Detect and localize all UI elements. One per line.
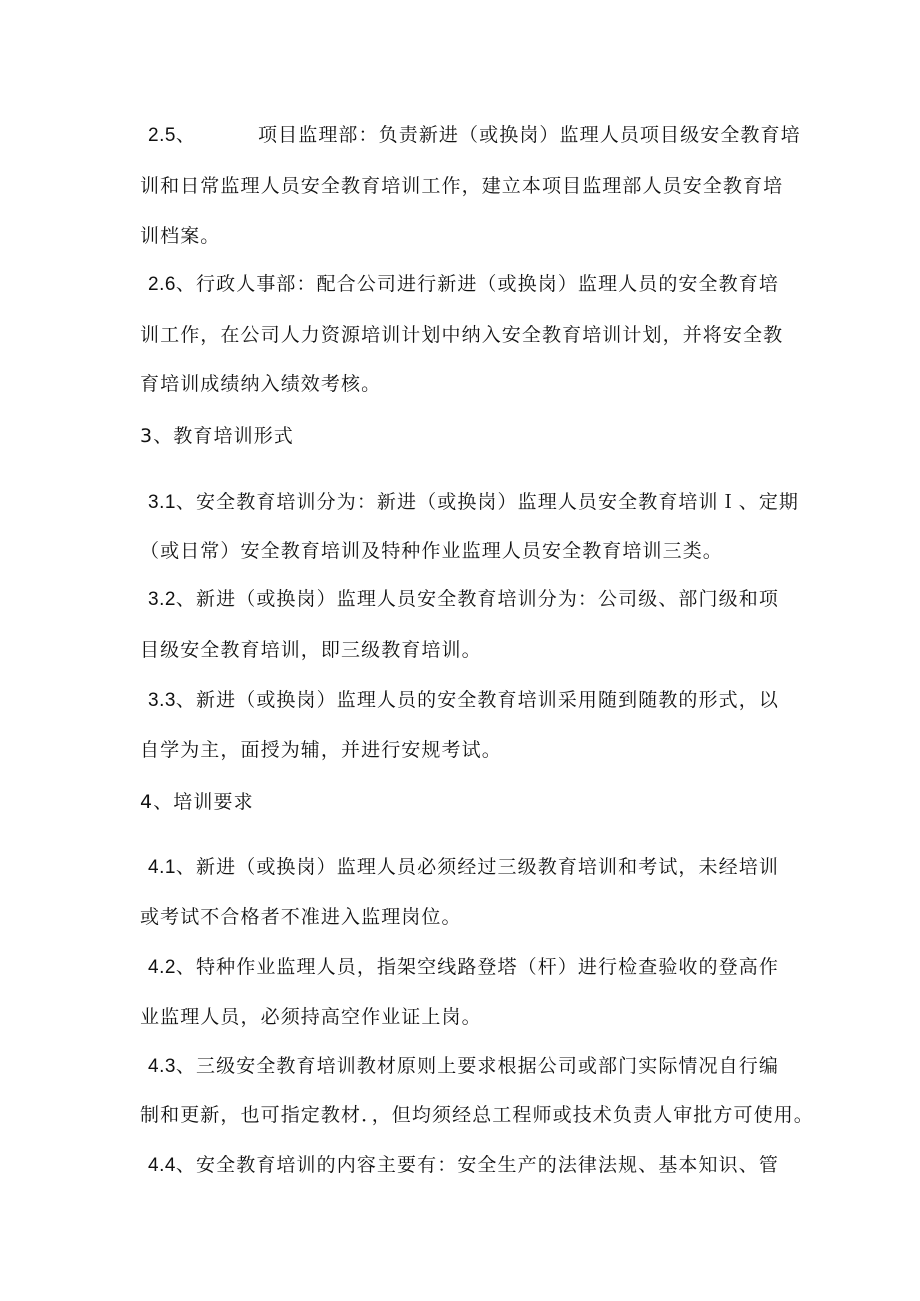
paragraph-2-6-line-3: 育培训成绩纳入绩效考核。 <box>140 373 382 395</box>
section-separator: 、 <box>175 689 197 711</box>
paragraph-4-1-line-1 <box>148 853 779 882</box>
section-number: 3.1 <box>148 492 176 513</box>
section-number: 4.1 <box>148 857 176 878</box>
paragraph-4-3-line-2: 制和更新，也可指定教材．，但均须经总工程师或技术负责人审批方可使用。 <box>140 1104 814 1126</box>
section-separator: 、 <box>175 273 197 295</box>
section-heading-4: 4、培训要求 <box>140 791 254 813</box>
section-separator: 、 <box>175 588 197 610</box>
paragraph-3-1-line-2: （或日常）安全教育培训及特种作业监理人员安全教育培训三类。 <box>140 540 723 562</box>
paragraph-text: 行政人事部：配合公司进行新进（或换岗）监理人员的安全教育培 <box>196 273 779 295</box>
section-number: 4.3 <box>148 1056 176 1077</box>
section-number: 4.4 <box>148 1155 176 1176</box>
section-number: 4.2 <box>148 957 176 978</box>
paragraph-text: 新进（或换岗）监理人员安全教育培训分为：公司级、部门级和项 <box>196 588 779 610</box>
section-separator: 、 <box>175 491 197 513</box>
section-heading-3: 3、教育培训形式 <box>140 425 294 447</box>
paragraph-text: 特种作业监理人员，指架空线路登塔（杆）进行检查验收的登高作 <box>196 956 779 978</box>
paragraph-text: 安全教育培训的内容主要有：安全生产的法律法规、基本知识、管 <box>196 1154 779 1176</box>
paragraph-3-3-line-1 <box>148 686 779 715</box>
paragraph-text: 三级安全教育培训教材原则上要求根据公司或部门实际情况自行编 <box>196 1055 779 1077</box>
paragraph-2-6-line-2: 训工作，在公司人力资源培训计划中纳入安全教育培训计划，并将安全教 <box>140 324 784 346</box>
section-number: 2.5 <box>148 125 176 146</box>
paragraph-3-2-line-2: 目级安全教育培训，即三级教育培训。 <box>140 639 482 661</box>
paragraph-3-1-line-1 <box>148 488 799 517</box>
paragraph-text: 项目监理部：负责新进（或换岗）监理人员项目级安全教育培 <box>258 124 801 146</box>
paragraph-4-4-line-1 <box>148 1151 779 1180</box>
paragraph-4-2-line-2: 业监理人员，必须持高空作业证上岗。 <box>140 1006 482 1028</box>
section-number: 3.3 <box>148 690 176 711</box>
section-separator: 、 <box>175 124 197 146</box>
section-separator: 、 <box>175 956 197 978</box>
section-separator: 、 <box>175 856 197 878</box>
paragraph-4-1-line-2: 或考试不合格者不准进入监理岗位。 <box>140 906 462 928</box>
section-number: 3.2 <box>148 589 176 610</box>
paragraph-3-3-line-2: 自学为主，面授为辅，并进行安规考试。 <box>140 739 502 761</box>
paragraph-4-3-line-1 <box>148 1052 779 1081</box>
paragraph-4-2-line-1 <box>148 953 779 982</box>
paragraph-2-6-line-1 <box>148 270 779 299</box>
paragraph-text: 新进（或换岗）监理人员的安全教育培训采用随到随教的形式，以 <box>196 689 779 711</box>
section-number: 2.6 <box>148 274 176 295</box>
section-separator: 、 <box>175 1055 197 1077</box>
paragraph-2-5-line-3: 训档案。 <box>140 225 221 247</box>
paragraph-3-2-line-1 <box>148 585 779 614</box>
section-separator: 、 <box>175 1154 197 1176</box>
paragraph-text: 安全教育培训分为：新进（或换岗）监理人员安全教育培训Ｉ、定期 <box>196 491 800 513</box>
paragraph-2-5-line-1 <box>148 121 801 150</box>
paragraph-2-5-line-2: 训和日常监理人员安全教育培训工作，建立本项目监理部人员安全教育培 <box>140 175 784 197</box>
paragraph-text: 新进（或换岗）监理人员必须经过三级教育培训和考试，未经培训 <box>196 856 779 878</box>
